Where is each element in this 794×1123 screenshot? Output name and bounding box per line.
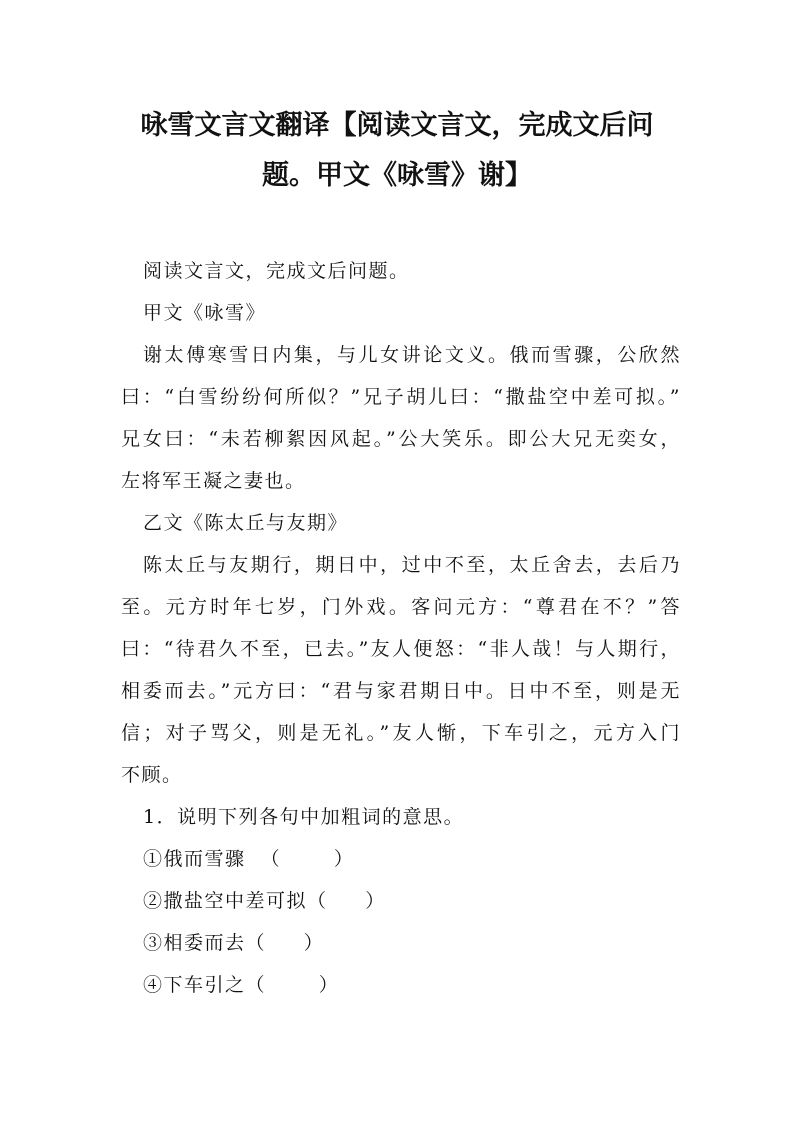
question-item-3: ③相委而去（ ）	[143, 932, 325, 954]
text-b-line: 不顾。	[121, 764, 183, 786]
text-b-line: 信；对子骂父，则是无礼。”友人惭，下车引之，元方入门	[121, 722, 681, 744]
text-a-line: 曰：“白雪纷纷何所似？”兄子胡儿曰：“撒盐空中差可拟。”	[121, 386, 681, 408]
text-b-line: 曰：“待君久不至，已去。”友人便怒：“非人哉！与人期行，	[121, 638, 681, 660]
intro-paragraph: 阅读文言文，完成文后问题。	[143, 260, 410, 282]
text-a-line: 谢太傅寒雪日内集，与儿女讲论文义。俄而雪骤，公欣然	[143, 344, 681, 366]
document-body	[121, 250, 681, 1006]
text-a-heading: 甲文《咏雪》	[143, 302, 267, 324]
question-item-2: ②撒盐空中差可拟（ ）	[143, 890, 386, 912]
text-b-line: 陈太丘与友期行，期日中，过中不至，太丘舍去，去后乃	[143, 554, 681, 576]
text-b-line: 相委而去。”元方曰：“君与家君期日中。日中不至，则是无	[121, 680, 681, 702]
text-a-line: 兄女曰：“未若柳絮因风起。”公大笑乐。即公大兄无奕女，	[121, 428, 681, 450]
document-title-line-2: 题。甲文《咏雪》谢】	[262, 160, 532, 191]
text-b-line: 至。元方时年七岁，门外戏。客问元方：“尊君在不？”答	[121, 596, 681, 618]
question-1: 1．说明下列各句中加粗词的意思。	[143, 806, 465, 828]
text-b-heading: 乙文《陈太丘与友期》	[143, 512, 349, 534]
document-title-line-1: 咏雪文言文翻译【阅读文言文，完成文后问	[140, 110, 654, 141]
question-item-1: ①俄而雪骤 （ ）	[143, 848, 355, 870]
text-a-line: 左将军王凝之妻也。	[121, 470, 306, 492]
question-item-4: ④下车引之（ ）	[143, 974, 340, 996]
